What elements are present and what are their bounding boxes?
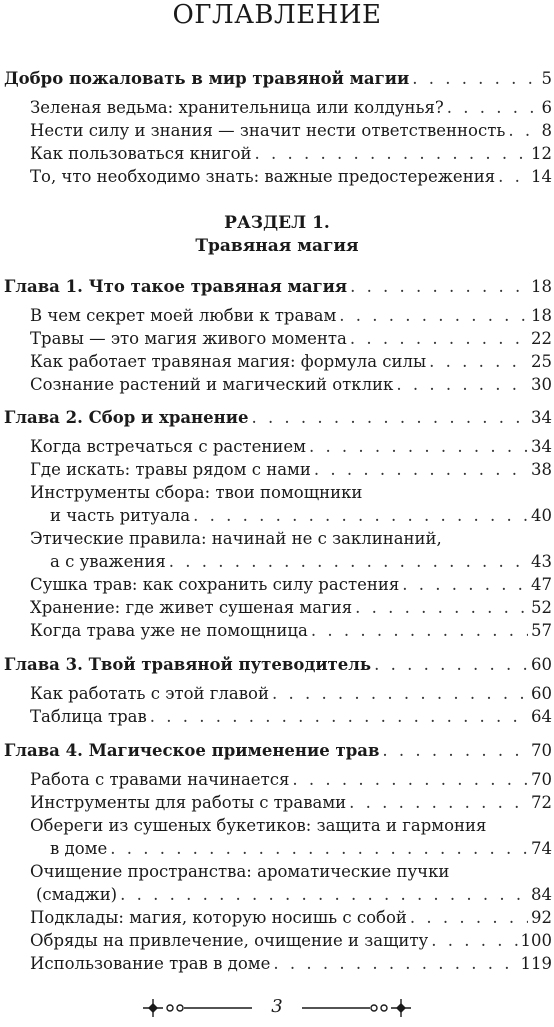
toc-page-number: 34 <box>531 437 552 456</box>
toc-entry-title-line1: Этические правила: начинай не с заклинаний, <box>30 529 442 548</box>
page-number: 3 <box>271 996 283 1017</box>
toc-chapter-3[interactable] <box>4 654 552 676</box>
section-label: РАЗДЕЛ 1. <box>224 213 330 233</box>
toc-page-number: 38 <box>531 460 552 479</box>
leader-dots <box>447 97 539 119</box>
toc-entry-title: Использование трав в доме <box>30 954 271 973</box>
toc-page-number: 40 <box>531 506 552 525</box>
toc-page-number: 8 <box>541 121 552 140</box>
toc-page-number: 34 <box>531 408 552 427</box>
toc-page-number: 18 <box>531 277 552 296</box>
toc-entry-title-line1: Обереги из сушеных букетиков: защита и гармония <box>30 816 487 835</box>
toc-page-number: 92 <box>531 908 552 927</box>
toc-page-number: 84 <box>531 885 552 904</box>
toc-entry[interactable] <box>30 120 552 142</box>
toc-page-number: 47 <box>531 575 552 594</box>
toc-entry[interactable] <box>30 792 552 814</box>
toc-page-number: 14 <box>531 167 552 186</box>
toc-entry-title-line1: Инструменты сбора: твои помощники <box>30 483 363 502</box>
leader-dots <box>412 68 538 90</box>
toc-entry-title: Зеленая ведьма: хранительница или колдунья? <box>30 98 444 117</box>
toc-entry[interactable] <box>30 769 552 791</box>
toc-entry-title: и часть ритуала <box>50 506 191 525</box>
toc-entry-title: То, что необходимо знать: важные предостережения <box>30 167 496 186</box>
leader-dots <box>169 551 528 573</box>
leader-dots <box>120 884 528 906</box>
toc-entry[interactable] <box>30 305 552 327</box>
leader-dots <box>374 654 528 676</box>
leader-dots <box>382 740 528 762</box>
toc-page-number: 5 <box>541 69 552 88</box>
leader-dots <box>349 792 528 814</box>
leader-dots <box>110 838 528 860</box>
leader-dots <box>350 276 528 298</box>
toc-entry-title: Как работает травяная магия: формула силы <box>30 352 427 371</box>
toc-page-number: 52 <box>531 598 552 617</box>
toc-page-number: 70 <box>531 770 552 789</box>
leader-dots <box>314 459 528 481</box>
leader-dots <box>410 907 528 929</box>
page-footer <box>0 995 554 1021</box>
toc-entry-title: Сознание растений и магический отклик <box>30 375 394 394</box>
leader-dots <box>311 620 528 642</box>
leader-dots <box>309 436 528 458</box>
toc-entry-title: в доме <box>50 839 108 858</box>
toc-entry[interactable] <box>30 620 552 642</box>
toc-page-number: 119 <box>520 954 552 973</box>
toc-entry[interactable] <box>50 838 552 860</box>
toc-entry-title: Сушка трав: как сохранить силу растения <box>30 575 400 594</box>
toc-entry-title: Когда встречаться с растением <box>30 437 306 456</box>
toc-entry-title: Где искать: травы рядом с нами <box>30 460 311 479</box>
toc-page-number: 74 <box>531 839 552 858</box>
toc-entry-title: Глава 1. Что такое травяная магия <box>4 277 348 296</box>
toc-entry-title: (смаджи) <box>36 885 118 904</box>
toc-entry-title: Как пользоваться книгой <box>30 144 252 163</box>
toc-entry-title: Нести силу и знания — значит нести ответственность <box>30 121 506 140</box>
toc-page-number: 6 <box>541 98 552 117</box>
toc-page-number: 30 <box>531 375 552 394</box>
leader-dots <box>255 143 528 165</box>
toc-page-number: 25 <box>531 352 552 371</box>
toc-entry[interactable] <box>50 505 552 527</box>
leader-dots <box>396 374 528 396</box>
toc-entry-title: Подклады: магия, которую носишь с собой <box>30 908 407 927</box>
toc-entry-title: Инструменты для работы с травами <box>30 793 347 812</box>
toc-chapter-4[interactable] <box>4 740 552 762</box>
leader-dots <box>508 120 538 142</box>
toc-entry-title: Обряды на привлечение, очищение и защиту <box>30 931 429 950</box>
leader-dots <box>150 706 528 728</box>
toc-entry-title: В чем секрет моей любви к травам <box>30 306 337 325</box>
toc-entry[interactable] <box>30 597 552 619</box>
toc-entry-title: Глава 3. Твой травяной путеводитель <box>4 655 372 674</box>
toc-entry[interactable] <box>30 706 552 728</box>
toc-entry[interactable] <box>50 551 552 573</box>
toc-chapter-intro[interactable] <box>4 68 552 90</box>
toc-entry[interactable] <box>30 166 552 188</box>
toc-page-number: 18 <box>531 306 552 325</box>
toc-page-number: 57 <box>531 621 552 640</box>
toc-page-number: 60 <box>531 684 552 703</box>
toc-entry[interactable] <box>30 351 552 373</box>
leader-dots <box>193 505 528 527</box>
toc-page-number: 100 <box>520 931 552 950</box>
leader-dots <box>292 769 528 791</box>
toc-entry[interactable] <box>30 374 552 396</box>
leader-dots <box>431 930 517 952</box>
toc-entry[interactable] <box>30 97 552 119</box>
toc-entry[interactable] <box>30 930 552 952</box>
toc-page-number: 60 <box>531 655 552 674</box>
leader-dots <box>402 574 528 596</box>
toc-page-number: 43 <box>531 552 552 571</box>
toc-entry-title: Добро пожаловать в мир травяной магии <box>4 69 410 88</box>
section-title: Травяная магия <box>195 236 359 256</box>
leader-dots <box>251 407 528 429</box>
leader-dots <box>429 351 528 373</box>
leader-dots <box>273 953 517 975</box>
toc-entry-title: а с уважения <box>50 552 166 571</box>
leader-dots <box>339 305 528 327</box>
toc-entry[interactable] <box>30 907 552 929</box>
toc-entry-title: Таблица трав <box>30 707 147 726</box>
toc-entry[interactable] <box>30 683 552 705</box>
toc-entry-title: Когда трава уже не помощница <box>30 621 308 640</box>
toc-entry-title: Работа с травами начинается <box>30 770 290 789</box>
toc-page-number: 22 <box>531 329 552 348</box>
toc-entry[interactable] <box>30 143 552 165</box>
toc-entry-title: Глава 4. Магическое применение трав <box>4 741 380 760</box>
toc-page-number: 64 <box>531 707 552 726</box>
toc-entry[interactable] <box>30 459 552 481</box>
page-title: ОГЛАВЛЕНИЕ <box>172 0 382 30</box>
toc-chapter-2[interactable] <box>4 407 552 429</box>
toc-page-number: 72 <box>531 793 552 812</box>
toc-entry[interactable] <box>30 328 552 350</box>
leader-dots <box>350 328 528 350</box>
toc-chapter-1[interactable] <box>4 276 552 298</box>
toc-entry-title: Как работать с этой главой <box>30 684 269 703</box>
toc-entry[interactable] <box>30 436 552 458</box>
toc-entry-title-line1: Очищение пространства: ароматические пучки <box>30 862 450 881</box>
toc-entry[interactable] <box>36 884 552 906</box>
toc-page-number: 70 <box>531 741 552 760</box>
toc-entry[interactable] <box>30 574 552 596</box>
toc-page-number: 12 <box>531 144 552 163</box>
leader-dots <box>272 683 528 705</box>
toc-entry-title: Травы — это магия живого момента <box>30 329 347 348</box>
leader-dots <box>355 597 528 619</box>
leader-dots <box>498 166 528 188</box>
toc-entry-title: Глава 2. Сбор и хранение <box>4 408 249 427</box>
toc-entry-title: Хранение: где живет сушеная магия <box>30 598 353 617</box>
toc-entry[interactable] <box>30 953 552 975</box>
